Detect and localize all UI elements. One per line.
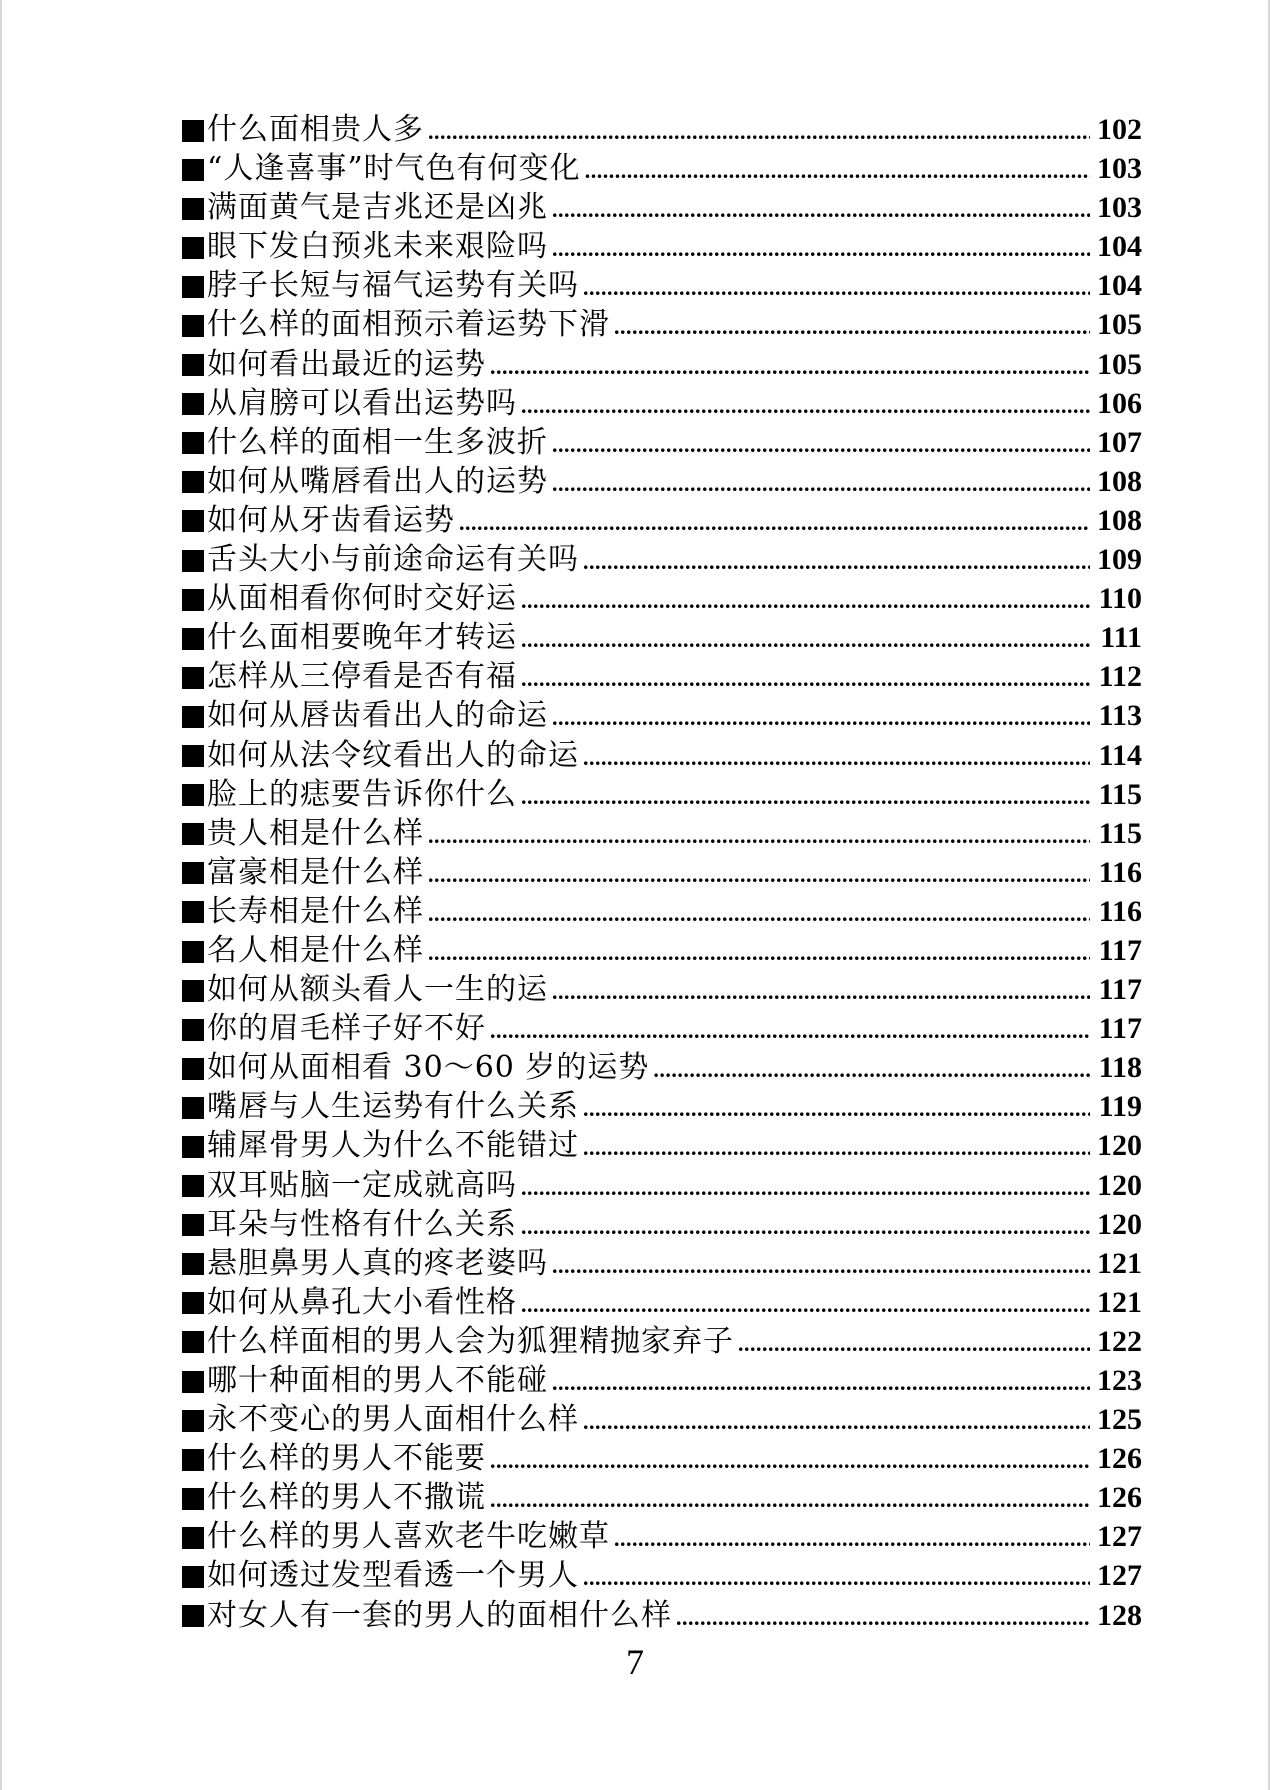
dot-leader: [552, 1363, 1090, 1400]
toc-entry[interactable]: [182, 110, 1142, 149]
dot-leader: [459, 503, 1090, 540]
black-square-icon: [182, 1136, 204, 1158]
toc-entry-page-number: 117: [1098, 973, 1142, 1007]
black-square-icon: [182, 901, 204, 923]
toc-entry[interactable]: [182, 892, 1142, 931]
toc-entry[interactable]: [182, 1205, 1142, 1244]
toc-entry-title: 什么面相贵人多: [207, 112, 424, 147]
toc-entry-page-number: 127: [1097, 1520, 1142, 1554]
toc-entry[interactable]: [182, 1596, 1142, 1635]
dot-leader: [583, 1128, 1090, 1165]
toc-entry-page-number: 106: [1097, 386, 1142, 420]
dot-leader: [428, 894, 1090, 931]
toc-entry[interactable]: [182, 1009, 1142, 1048]
toc-entry[interactable]: [182, 345, 1142, 384]
toc-entry-title: 什么样的男人喜欢老牛吃嫩草: [207, 1519, 610, 1555]
toc-entry[interactable]: [182, 227, 1142, 266]
dot-leader: [490, 1480, 1090, 1517]
dot-leader: [614, 1519, 1090, 1556]
black-square-icon: [182, 1097, 204, 1119]
black-square-icon: [182, 589, 204, 611]
toc-entry-title: 如何从法令纹看出人的命运: [207, 737, 579, 773]
toc-entry[interactable]: [182, 384, 1142, 423]
dot-leader: [583, 1402, 1090, 1439]
dot-leader: [552, 972, 1090, 1009]
toc-entry-title: 如何从面相看 30～60 岁的运势: [207, 1050, 650, 1086]
black-square-icon: [182, 550, 204, 572]
toc-entry-title: “人逢喜事”时气色有何变化: [207, 151, 581, 187]
toc-entry[interactable]: [182, 618, 1142, 657]
toc-entry-title: 对女人有一套的男人的面相什么样: [207, 1597, 672, 1633]
toc-entry-page-number: 104: [1097, 269, 1142, 303]
black-square-icon: [182, 276, 204, 298]
toc-entry-page-number: 112: [1098, 660, 1142, 694]
black-square-icon: [182, 745, 204, 767]
black-square-icon: [182, 354, 204, 376]
black-square-icon: [182, 1566, 204, 1588]
dot-leader: [552, 425, 1090, 462]
black-square-icon: [182, 315, 204, 337]
dot-leader: [552, 1246, 1090, 1283]
toc-entry[interactable]: [182, 1322, 1142, 1361]
toc-entry-title: 你的眉毛样子好不好: [207, 1011, 486, 1047]
black-square-icon: [182, 1449, 204, 1471]
dot-leader: [521, 620, 1090, 657]
toc-entry-page-number: 120: [1097, 1168, 1142, 1202]
dot-leader: [428, 855, 1090, 892]
black-square-icon: [182, 941, 204, 963]
toc-entry[interactable]: [182, 266, 1142, 305]
dot-leader: [428, 933, 1090, 970]
black-square-icon: [182, 1371, 204, 1393]
toc-entry-page-number: 118: [1098, 1051, 1142, 1085]
toc-entry[interactable]: [182, 775, 1142, 814]
toc-entry-title: 什么样的面相预示着运势下滑: [207, 307, 610, 343]
toc-entry[interactable]: [182, 501, 1142, 540]
black-square-icon: [182, 432, 204, 454]
toc-entry[interactable]: [182, 305, 1142, 344]
dot-leader: [583, 1089, 1090, 1126]
toc-entry-page-number: 107: [1097, 425, 1142, 459]
toc-entry-title: 永不变心的男人面相什么样: [207, 1402, 579, 1438]
toc-entry[interactable]: [182, 1126, 1142, 1165]
dot-leader: [521, 1207, 1090, 1244]
toc-entry[interactable]: [182, 853, 1142, 892]
toc-entry[interactable]: [182, 423, 1142, 462]
toc-entry[interactable]: [182, 931, 1142, 970]
toc-entry-title: 如何从嘴唇看出人的运势: [207, 463, 548, 499]
toc-entry[interactable]: [182, 1048, 1142, 1087]
toc-entry-page-number: 125: [1097, 1403, 1142, 1437]
black-square-icon: [182, 1019, 204, 1041]
toc-entry-page-number: 114: [1098, 738, 1142, 772]
dot-leader: [490, 1441, 1090, 1478]
black-square-icon: [182, 510, 204, 532]
black-square-icon: [182, 120, 204, 142]
black-square-icon: [182, 1605, 204, 1627]
toc-entry-title: 辅犀骨男人为什么不能错过: [207, 1128, 579, 1164]
toc-entry-title: 什么面相要晚年才转运: [207, 620, 517, 656]
toc-entry-title: 什么样的男人不撒谎: [207, 1480, 486, 1516]
toc-entry-title: 什么样的男人不能要: [207, 1441, 486, 1477]
toc-entry-title: 嘴唇与人生运势有什么关系: [207, 1089, 579, 1125]
toc-entry-title: 长寿相是什么样: [207, 893, 424, 929]
toc-entry[interactable]: [182, 814, 1142, 853]
black-square-icon: [182, 1410, 204, 1432]
toc-entry-page-number: 123: [1097, 1364, 1142, 1397]
toc-entry-title: 脖子长短与福气运势有关吗: [207, 268, 579, 304]
black-square-icon: [182, 159, 204, 181]
toc-entry-page-number: 109: [1097, 543, 1142, 577]
toc-entry-title: 眼下发白预兆未来艰险吗: [207, 229, 548, 265]
toc-entry-title: 富豪相是什么样: [207, 854, 424, 890]
toc-entry-page-number: 120: [1097, 1129, 1142, 1163]
toc-entry-page-number: 121: [1097, 1246, 1142, 1280]
toc-entry[interactable]: [182, 970, 1142, 1009]
toc-entry-title: 耳朵与性格有什么关系: [207, 1206, 517, 1242]
toc-entry-page-number: 117: [1098, 1012, 1142, 1046]
toc-entry[interactable]: [182, 736, 1142, 775]
dot-leader: [521, 386, 1090, 423]
black-square-icon: [182, 706, 204, 728]
dot-leader: [521, 777, 1090, 814]
black-square-icon: [182, 471, 204, 493]
toc-entry-page-number: 103: [1097, 191, 1142, 225]
toc-entry-page-number: 111: [1100, 621, 1142, 655]
toc-entry-page-number: 105: [1097, 308, 1142, 342]
toc-entry-page-number: 127: [1097, 1559, 1142, 1593]
toc-entry-page-number: 105: [1097, 347, 1142, 381]
black-square-icon: [182, 1488, 204, 1510]
dot-leader: [552, 190, 1090, 227]
toc-entry-title: 悬胆鼻男人真的疼老婆吗: [207, 1245, 548, 1281]
toc-entry-title: 满面黄气是吉兆还是凶兆: [207, 190, 548, 226]
toc-entry-page-number: 126: [1097, 1481, 1142, 1515]
toc-entry-page-number: 119: [1098, 1090, 1142, 1124]
dot-leader: [521, 1168, 1090, 1205]
toc-entry-title: 名人相是什么样: [207, 932, 424, 968]
toc-entry[interactable]: [182, 1439, 1142, 1478]
toc-entry[interactable]: [182, 1556, 1142, 1595]
black-square-icon: [182, 628, 204, 650]
toc-entry-page-number: 116: [1098, 855, 1142, 889]
toc-entry-title: 如何从唇齿看出人的命运: [207, 698, 548, 734]
toc-entry-page-number: 113: [1098, 699, 1142, 733]
dot-leader: [552, 229, 1090, 266]
dot-leader: [521, 659, 1090, 696]
dot-leader: [585, 151, 1090, 188]
toc-entry-title: 从肩膀可以看出运势吗: [207, 385, 517, 421]
toc-entry-title: 如何从牙齿看运势: [207, 502, 455, 538]
toc-entry-title: 双耳贴脑一定成就高吗: [207, 1167, 517, 1203]
page-edge-left: [0, 0, 2, 1790]
black-square-icon: [182, 980, 204, 1002]
toc-entry[interactable]: [182, 1166, 1142, 1205]
dot-leader: [521, 581, 1090, 618]
dot-leader: [653, 1050, 1090, 1087]
toc-entry-title: 如何看出最近的运势: [207, 346, 486, 382]
dot-leader: [676, 1598, 1090, 1635]
dot-leader: [428, 816, 1090, 853]
toc-entry-title: 脸上的痣要告诉你什么: [207, 776, 517, 812]
toc-entry-page-number: 104: [1097, 230, 1142, 264]
black-square-icon: [182, 1253, 204, 1275]
toc-entry-page-number: 115: [1098, 816, 1142, 850]
page-number: 7: [626, 1642, 644, 1682]
toc-entry[interactable]: [182, 696, 1142, 735]
dot-leader: [583, 738, 1090, 775]
black-square-icon: [182, 862, 204, 884]
toc-entry-title: 如何从鼻孔大小看性格: [207, 1284, 517, 1320]
black-square-icon: [182, 1214, 204, 1236]
toc-entry-page-number: 116: [1098, 894, 1142, 928]
dot-leader: [552, 464, 1090, 501]
black-square-icon: [182, 1175, 204, 1197]
toc-entry-page-number: 126: [1097, 1442, 1142, 1476]
toc-entry[interactable]: [182, 1087, 1142, 1126]
toc-entry-page-number: 108: [1097, 503, 1142, 537]
table-of-contents: [182, 110, 1142, 1635]
dot-leader: [552, 698, 1090, 735]
black-square-icon: [182, 1331, 204, 1353]
toc-entry-page-number: 108: [1097, 464, 1142, 498]
dot-leader: [583, 268, 1090, 305]
toc-entry-title: 如何透过发型看透一个男人: [207, 1558, 579, 1594]
toc-entry-title: 贵人相是什么样: [207, 815, 424, 851]
black-square-icon: [182, 393, 204, 415]
toc-entry-title: 从面相看你何时交好运: [207, 581, 517, 617]
black-square-icon: [182, 667, 204, 689]
black-square-icon: [182, 1527, 204, 1549]
toc-entry-title: 怎样从三停看是否有福: [207, 659, 517, 695]
toc-entry[interactable]: [182, 462, 1142, 501]
dot-leader: [428, 112, 1090, 149]
black-square-icon: [182, 784, 204, 806]
toc-entry[interactable]: [182, 1244, 1142, 1283]
black-square-icon: [182, 1292, 204, 1314]
dot-leader: [490, 1011, 1090, 1048]
toc-entry-page-number: 110: [1098, 582, 1142, 616]
toc-entry[interactable]: [182, 188, 1142, 227]
toc-entry-title: 哪十种面相的男人不能碰: [207, 1363, 548, 1398]
dot-leader: [521, 1285, 1090, 1322]
toc-entry[interactable]: [182, 1517, 1142, 1556]
black-square-icon: [182, 198, 204, 220]
toc-entry[interactable]: [182, 1361, 1142, 1400]
toc-entry-page-number: 122: [1097, 1324, 1142, 1358]
black-square-icon: [182, 1058, 204, 1080]
toc-entry[interactable]: [182, 657, 1142, 696]
toc-entry[interactable]: [182, 1478, 1142, 1517]
toc-entry[interactable]: [182, 149, 1142, 188]
toc-entry-page-number: 121: [1097, 1285, 1142, 1319]
toc-entry-page-number: 102: [1097, 113, 1142, 146]
toc-entry-page-number: 103: [1097, 152, 1142, 186]
toc-entry[interactable]: [182, 579, 1142, 618]
black-square-icon: [182, 237, 204, 259]
dot-leader: [583, 1558, 1090, 1595]
toc-entry-page-number: 120: [1097, 1207, 1142, 1241]
dot-leader: [738, 1324, 1090, 1361]
toc-entry[interactable]: [182, 1283, 1142, 1322]
dot-leader: [614, 307, 1090, 344]
toc-entry-title: 什么样面相的男人会为狐狸精抛家弃子: [207, 1323, 734, 1359]
toc-entry-title: 如何从额头看人一生的运: [207, 972, 548, 1008]
toc-entry-page-number: 128: [1097, 1598, 1142, 1632]
toc-entry-title: 什么样的面相一生多波折: [207, 424, 548, 460]
toc-entry[interactable]: [182, 540, 1142, 579]
black-square-icon: [182, 823, 204, 845]
dot-leader: [490, 347, 1090, 384]
toc-entry-page-number: 117: [1098, 933, 1142, 967]
toc-entry-title: 舌头大小与前途命运有关吗: [207, 542, 579, 578]
toc-entry[interactable]: [182, 1400, 1142, 1439]
toc-entry-page-number: 115: [1098, 777, 1142, 811]
dot-leader: [583, 542, 1090, 579]
